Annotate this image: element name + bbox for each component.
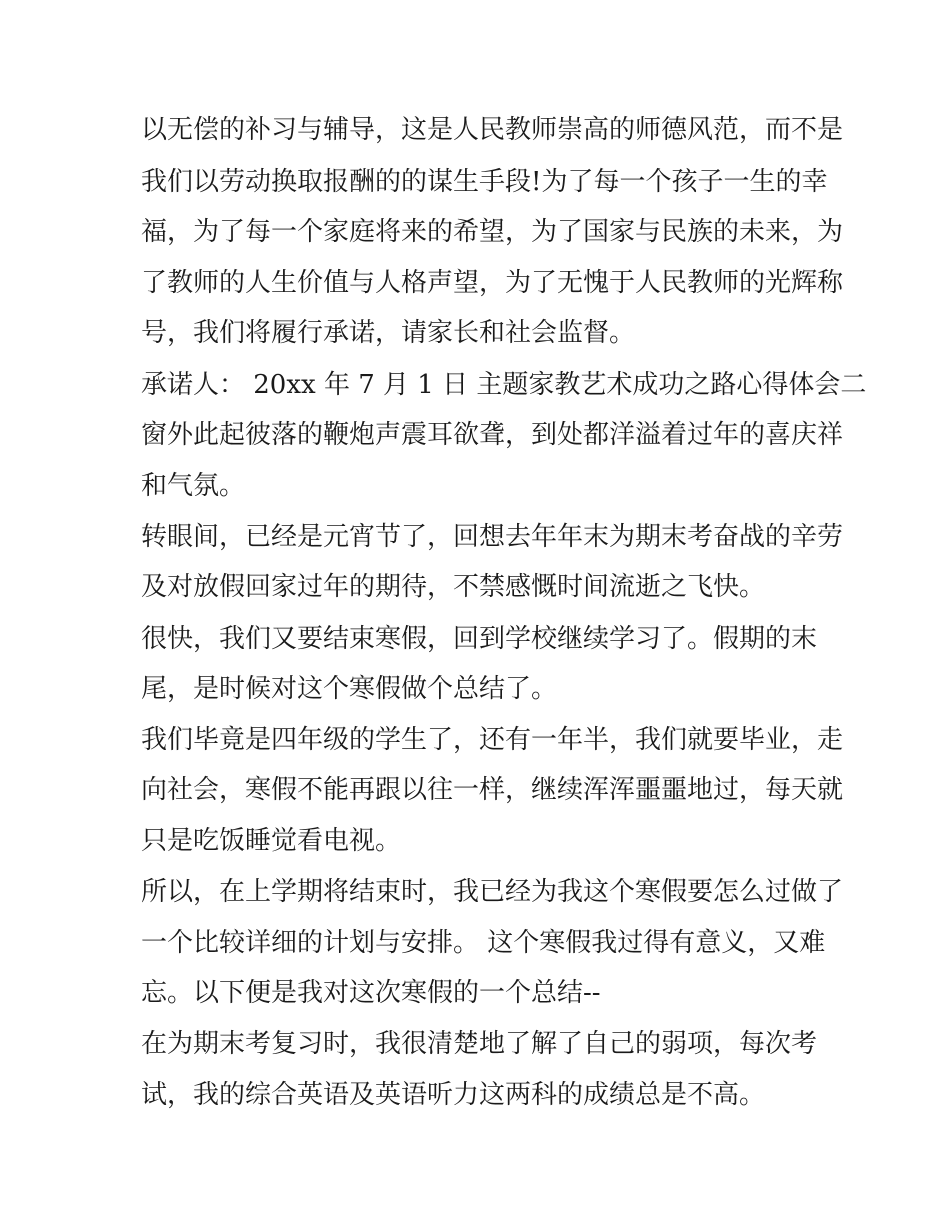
text-line: 我们以劳动换取报酬的的谋生手段!为了每一个孩子一生的幸 [141,167,828,197]
text-line: 以无偿的补习与辅导，这是人民教师崇高的师德风范，而不是 [141,115,844,145]
text-line: 转眼间，已经是元宵节了，回想去年年末为期末考奋战的辛劳 [141,522,844,552]
text-line: 号，我们将履行承诺，请家长和社会监督。 [141,318,636,348]
text-line: 很快，我们又要结束寒假，回到学校继续学习了。假期的末 [141,624,818,654]
text-line: 试，我的综合英语及英语听力这两科的成绩总是不高。 [141,1080,766,1110]
text-line: 一个比较详细的计划与安排。 这个寒假我过得有意义，又难 [141,928,826,958]
text-line: 尾，是时候对这个寒假做个总结了。 [141,674,558,704]
text-line: 忘。以下便是我对这次寒假的一个总结-- [141,978,601,1008]
text-line: 和气氛。 [141,471,246,501]
text-line: 及对放假回家过年的期待，不禁感慨时间流逝之飞快。 [141,572,766,602]
text-line: 承诺人： 20xx 年 7 月 1 日 主题家教艺术成功之路心得体会二 [141,370,867,400]
text-line: 窗外此起彼落的鞭炮声震耳欲聋，到处都洋溢着过年的喜庆祥 [141,420,844,450]
text-line: 我们毕竟是四年级的学生了，还有一年半，我们就要毕业，走 [141,725,844,755]
text-line: 在为期末考复习时，我很清楚地了解了自己的弱项，每次考 [141,1029,818,1059]
text-line: 了教师的人生价值与人格声望，为了无愧于人民教师的光辉称 [141,268,844,298]
text-line: 所以，在上学期将结束时，我已经为我这个寒假要怎么过做了 [141,877,844,907]
text-line: 福，为了每一个家庭将来的希望，为了国家与民族的未来，为 [141,217,844,247]
text-line: 只是吃饭睡觉看电视。 [141,826,402,856]
text-line: 向社会，寒假不能再跟以往一样，继续浑浑噩噩地过，每天就 [141,775,844,805]
